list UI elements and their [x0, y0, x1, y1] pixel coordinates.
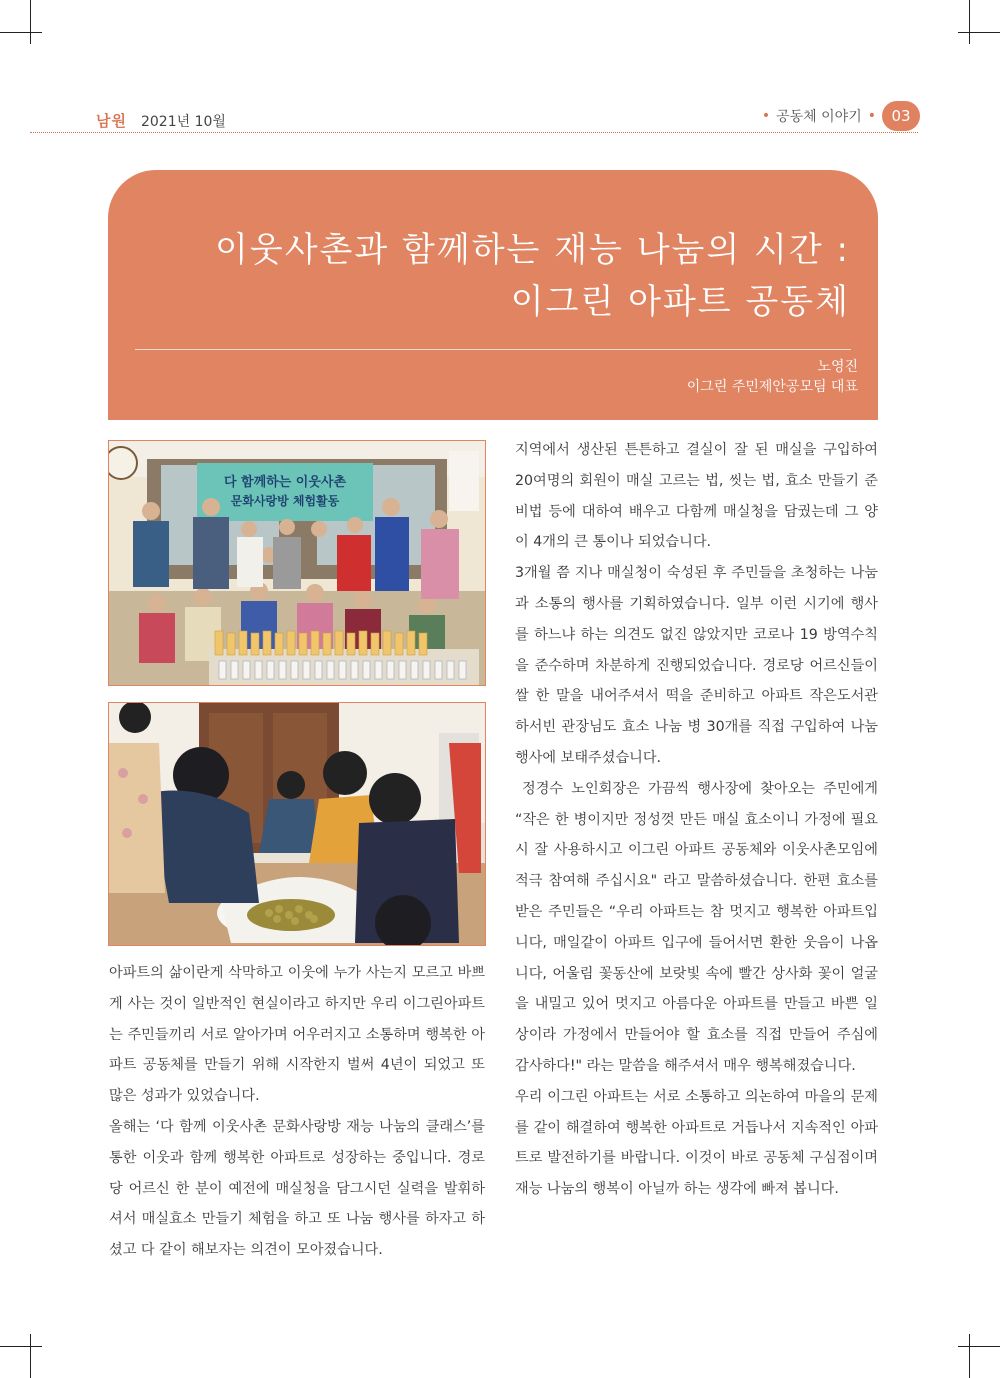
author-name: 노영진 [817, 359, 858, 375]
paragraph: 정경수 노인회장은 가끔씩 행사장에 찾아오는 주민에게 “작은 한 병이지만 정성껏 만든 매실 효소이니 가정에 필요시 잘 사용하시고 이그린 아파트 공동체와 이웃사촌모임에 적극 참여해 주십시요" 라고 말씀하셨습니다. 한편 효소를 받은 주민들은 “우리 아파트는 참 멋지고 행복한 아파트입니다, 매일같이 아파트 입구에 들어서면 환한 웃음이 나옵니다, 어울림 꽃동산에 보랏빛 속에 빨간 상사화 꽃이 얼굴을 내밀고 있어 멋지고 아름다운 아파트를 만들고 바쁜 일상이라 가정에서 만들어야 할 효소를 직접 만들어 주심에 감사하다!" 라는 말씀을 해주셔서 매우 행복해졌습니다. [515, 780, 878, 1074]
crop-mark [958, 1346, 1000, 1347]
article-column-right [515, 435, 878, 1205]
paragraph: 3개월 쯤 지나 매실청이 숙성된 후 주민들을 초청하는 나눔과 소통의 행사를 기획하였습니다. 일부 이런 시기에 행사를 하느냐 하는 의견도 없진 않았지만 코로나 19 방역수칙을 준수하며 차분하게 진행되었습니다. 경로당 어르신들이 쌀 한 말을 내어주셔서 떡을 준비하고 아파트 작은도서관 하서빈 관장님도 효소 나눔 병 30개를 직접 구입하여 나눔행사에 보태주셨습니다. [515, 565, 878, 766]
paragraph: 아파트의 삶이란게 삭막하고 이웃에 누가 사는지 모르고 바쁘게 사는 것이 일반적인 현실이라고 하지만 우리 이그린아파트는 주민들끼리 서로 알아가며 어우러지고 소통하며 행복한 아파트 공동체를 만들기 위해 시작한지 벌써 4년이 되었고 또 많은 성과가 있었습니다. [109, 965, 485, 1105]
article-column-left [109, 958, 485, 1266]
crop-mark [969, 0, 970, 44]
article-title-line-2: 이그린 아파트 공동체 [510, 282, 850, 322]
page-header-right [762, 101, 920, 131]
bullet-icon: • [867, 108, 876, 124]
author-role: 이그린 주민제안공모팀 대표 [686, 379, 858, 395]
article-title-box [108, 170, 878, 420]
header-divider [30, 132, 918, 133]
crop-mark [30, 0, 31, 44]
paragraph: 우리 이그린 아파트는 서로 소통하고 의논하여 마을의 문제를 같이 해결하여 행복한 아파트로 거듭나서 지속적인 아파트로 발전하기를 바랍니다. 이것이 바로 공동체 구심점이며 재능 나눔의 행복이 아닐까 하는 생각에 빠져 봅니다. [515, 1088, 878, 1198]
author-block [687, 357, 858, 397]
title-divider [135, 349, 851, 350]
plum-sorting-photo [108, 702, 486, 946]
crop-mark [0, 1346, 42, 1347]
issue-date: 2021년 10월 [140, 114, 226, 130]
banner-text: 다 함께하는 이웃사촌 [223, 475, 347, 490]
crop-mark [958, 32, 1000, 33]
section-name: 공동체 이야기 [776, 109, 862, 125]
paragraph: 올해는 ‘다 함께 이웃사촌 문화사랑방 재능 나눔의 클래스’를 통한 이웃과 함께 행복한 아파트로 성장하는 중입니다. 경로당 어르신 한 분이 예전에 매실청을 담그시던 실력을 발휘하셔서 매실효소 만들기 체험을 하고 또 나눔 행사를 하자고 하셨고 다 같이 해보자는 의견이 모아졌습니다. [109, 1118, 485, 1259]
magazine-logo: 남원 [96, 112, 127, 130]
crop-mark [0, 32, 42, 33]
group-photo [108, 440, 486, 686]
page-number: 03 [882, 101, 920, 131]
bullet-icon: • [761, 108, 771, 124]
paragraph: 지역에서 생산된 튼튼하고 결실이 잘 된 매실을 구입하여 20여명의 회원이 매실 고르는 법, 씻는 법, 효소 만들기 준비법 등에 대하여 배우고 다함께 매실청을 담궜는데 그 양이 4개의 큰 통이나 되었습니다. [515, 442, 878, 551]
page-header-left [96, 110, 226, 131]
crop-mark [30, 1334, 31, 1378]
banner-text: 문화사랑방 체험활동 [230, 494, 340, 508]
article-title-line-1: 이웃사촌과 함께하는 재능 나눔의 시간 : [215, 230, 850, 270]
crop-mark [969, 1334, 970, 1378]
